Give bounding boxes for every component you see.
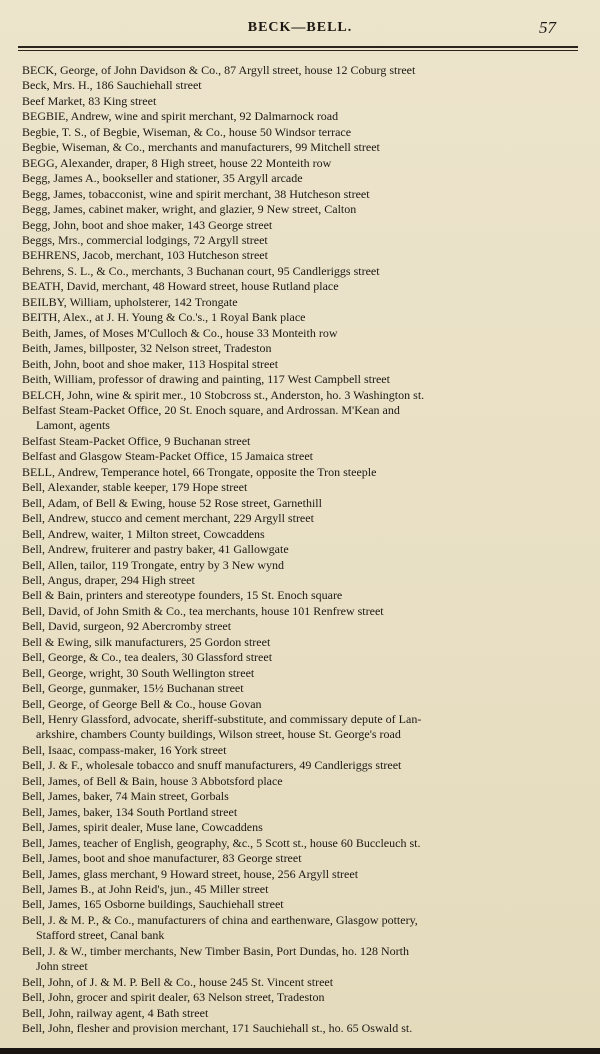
directory-entry: Beck, Mrs. H., 186 Sauchiehall street [22,78,202,93]
page-header [0,20,600,42]
directory-entry: BELL, Andrew, Temperance hotel, 66 Trongate, opposite the Tron steeple [22,464,377,479]
directory-entry: BEGBIE, Andrew, wine and spirit merchant, 92 Dalmarnock road [22,109,339,124]
directory-entry: BEATH, David, merchant, 48 Howard street, house Rutland place [22,279,339,294]
directory-entries [22,63,552,1037]
directory-entry: Beith, James, of Moses M'Culloch & Co., house 33 Monteith row [22,325,338,340]
directory-entry: Bell, George, of George Bell & Co., house Govan [22,696,262,711]
directory-entry: Bell, John, of J. & M. P. Bell & Co., house 245 St. Vincent street [22,974,334,989]
entry-continuation: Stafford street, Canal bank [36,928,165,943]
directory-entry: Beith, James, billposter, 32 Nelson street, Tradeston [22,341,272,356]
directory-entry: Bell, John, railway agent, 4 Bath street [22,1005,209,1020]
directory-entry: Beggs, Mrs., commercial lodgings, 72 Argyll street [22,232,268,247]
directory-entry: Bell, George, & Co., tea dealers, 30 Glassford street [22,650,273,665]
entry-continuation: arkshire, chambers County buildings, Wilson street, house St. George's road [36,727,401,742]
directory-entry: Belfast Steam-Packet Office, 20 St. Enoch square, and Ardrossan. M'Kean and [22,402,400,417]
directory-entry: Bell, Angus, draper, 294 High street [22,572,195,587]
directory-entry: Bell, Andrew, fruiterer and pastry baker, 41 Gallowgate [22,542,289,557]
directory-entry: Bell, James, boot and shoe manufacturer, 83 George street [22,851,302,866]
header-rule [18,46,578,48]
directory-entry: Bell, James, teacher of English, geography, &c., 5 Scott st., house 60 Buccleuch st. [22,835,421,850]
header-rule-thin [18,50,578,51]
directory-entry: Begg, James A., bookseller and stationer, 35 Argyll arcade [22,171,303,186]
directory-entry: Bell, Alexander, stable keeper, 179 Hope street [22,480,248,495]
directory-entry: Belfast and Glasgow Steam-Packet Office, 15 Jamaica street [22,449,314,464]
directory-entry: Bell, J. & W., timber merchants, New Timber Basin, Port Dundas, ho. 128 North [22,943,409,958]
directory-entry: Bell, George, wright, 30 South Wellington street [22,665,255,680]
directory-entry: Beith, William, professor of drawing and painting, 117 West Campbell street [22,372,390,387]
directory-entry: Begg, John, boot and shoe maker, 143 George street [22,217,273,232]
directory-entry: Bell, James, 165 Osborne buildings, Sauchiehall street [22,897,284,912]
directory-entry: Bell, J. & F., wholesale tobacco and snuff manufacturers, 49 Candleriggs street [22,758,402,773]
page-title: BECK—BELL. [247,20,353,35]
entry-continuation: John street [36,959,88,974]
directory-entry: Bell, Isaac, compass-maker, 16 York street [22,742,227,757]
directory-entry: Bell, James, baker, 134 South Portland street [22,804,238,819]
directory-entry: Bell, David, of John Smith & Co., tea merchants, house 101 Renfrew street [22,603,384,618]
directory-entry: Bell, John, flesher and provision merchant, 171 Sauchiehall st., ho. 65 Oswald st. [22,1021,413,1036]
directory-entry: Begbie, T. S., of Begbie, Wiseman, & Co., house 50 Windsor terrace [22,124,352,139]
directory-entry: Bell, James, glass merchant, 9 Howard street, house, 256 Argyll street [22,866,359,881]
directory-entry: Bell, James B., at John Reid's, jun., 45 Miller street [22,882,269,897]
directory-entry: Bell, David, surgeon, 92 Abercromby street [22,619,232,634]
page-number: 57 [539,18,556,37]
directory-entry: Bell & Ewing, silk manufacturers, 25 Gordon street [22,634,271,649]
directory-entry: Bell, Andrew, waiter, 1 Milton street, Cowcaddens [22,526,265,541]
directory-entry: Bell, James, spirit dealer, Muse lane, Cowcaddens [22,820,263,835]
directory-entry: Belfast Steam-Packet Office, 9 Buchanan street [22,433,251,448]
page-edge-shadow [0,1048,600,1054]
directory-entry: Behrens, S. L., & Co., merchants, 3 Buchanan court, 95 Candleriggs street [22,263,380,278]
directory-entry: Bell, John, grocer and spirit dealer, 63 Nelson street, Tradeston [22,990,325,1005]
directory-entry: Bell, James, baker, 74 Main street, Gorbals [22,789,229,804]
directory-entry: Bell, J. & M. P., & Co., manufacturers of china and earthenware, Glasgow pottery, [22,912,418,927]
directory-entry: Bell & Bain, printers and stereotype founders, 15 St. Enoch square [22,588,343,603]
directory-entry: Begg, James, tobacconist, wine and spirit merchant, 38 Hutcheson street [22,186,370,201]
directory-entry: BEGG, Alexander, draper, 8 High street, house 22 Monteith row [22,155,332,170]
directory-entry: Bell, Henry Glassford, advocate, sheriff-substitute, and commissary depute of Lan- [22,712,422,727]
directory-entry: Beef Market, 83 King street [22,93,157,108]
directory-entry: Bell, Adam, of Bell & Ewing, house 52 Rose street, Garnethill [22,495,322,510]
directory-entry: Bell, James, of Bell & Bain, house 3 Abbotsford place [22,773,283,788]
directory-entry: BEITH, Alex., at J. H. Young & Co.'s., 1 Royal Bank place [22,310,306,325]
directory-entry: Begg, James, cabinet maker, wright, and glazier, 9 New street, Calton [22,202,357,217]
directory-entry: Bell, Allen, tailor, 119 Trongate, entry by 3 New wynd [22,557,285,572]
directory-entry: Bell, Andrew, stucco and cement merchant, 229 Argyll street [22,511,314,526]
directory-entry: Beith, John, boot and shoe maker, 113 Hospital street [22,356,279,371]
entry-continuation: Lamont, agents [36,418,110,433]
directory-entry: Bell, George, gunmaker, 15½ Buchanan street [22,681,244,696]
directory-entry: Begbie, Wiseman, & Co., merchants and manufacturers, 99 Mitchell street [22,140,380,155]
directory-entry: BEHRENS, Jacob, merchant, 103 Hutcheson street [22,248,268,263]
directory-entry: BELCH, John, wine & spirit mer., 10 Stobcross st., Anderston, ho. 3 Washington st. [22,387,425,402]
directory-entry: BEILBY, William, upholsterer, 142 Trongate [22,294,238,309]
directory-entry: BECK, George, of John Davidson & Co., 87 Argyll street, house 12 Coburg street [22,63,416,77]
